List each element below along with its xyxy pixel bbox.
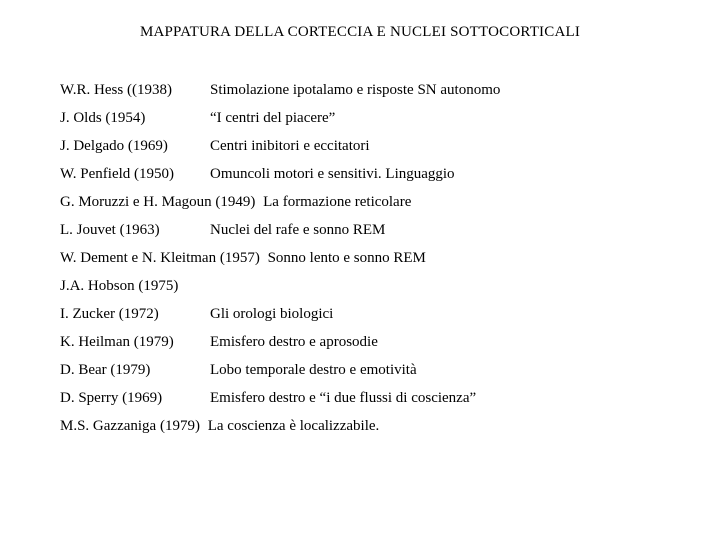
entry-author: L. Jouvet (1963) (60, 222, 160, 238)
list-item (60, 82, 700, 110)
entry-author: D. Sperry (1969) (60, 390, 163, 406)
entry-topic: Emisfero destro e “i due flussi di coscienza” (210, 390, 477, 406)
entry-author: D. Bear (1979) (60, 362, 151, 378)
entry-author: M.S. Gazzaniga (1979) (60, 418, 200, 434)
list-item (60, 166, 700, 194)
entry-topic: “I centri del piacere” (210, 110, 336, 126)
list-item (60, 222, 700, 250)
slide-title: MAPPATURA DELLA CORTECCIA E NUCLEI SOTTOCORTICALI (139, 24, 581, 40)
entry-topic: La coscienza è localizzabile. (207, 418, 380, 434)
entry-author: W.R. Hess ((1938) (60, 82, 172, 98)
list-item (60, 194, 700, 222)
list-item (60, 138, 700, 166)
entries-list (60, 82, 700, 446)
entry-author: W. Penfield (1950) (60, 166, 175, 182)
list-item (60, 334, 700, 362)
entry-author: J. Olds (1954) (60, 110, 146, 126)
entry-author: J. Delgado (1969) (60, 138, 168, 154)
list-item (60, 250, 700, 278)
list-item (60, 306, 700, 334)
entry-author: G. Moruzzi e H. Magoun (1949) (60, 194, 256, 210)
entry-topic: Emisfero destro e aprosodie (210, 334, 378, 350)
entry-topic: Lobo temporale destro e emotività (210, 362, 417, 378)
entry-author: I. Zucker (1972) (60, 306, 159, 322)
entry-topic: Centri inibitori e eccitatori (210, 138, 370, 154)
entry-author: K. Heilman (1979) (60, 334, 174, 350)
entry-topic: La formazione reticolare (263, 194, 412, 210)
list-item (60, 110, 700, 138)
entry-author: W. Dement e N. Kleitman (1957) (60, 250, 260, 266)
list-item (60, 418, 700, 446)
entry-topic: Omuncoli motori e sensitivi. Linguaggio (210, 166, 455, 182)
entry-author: J.A. Hobson (1975) (60, 278, 179, 294)
list-item (60, 390, 700, 418)
entry-topic: Gli orologi biologici (210, 306, 334, 322)
entry-topic: Sonno lento e sonno REM (267, 250, 426, 266)
list-item (60, 278, 700, 306)
entry-topic: Nuclei del rafe e sonno REM (210, 222, 386, 238)
list-item (60, 362, 700, 390)
entry-topic: Stimolazione ipotalamo e risposte SN autonomo (210, 82, 501, 98)
